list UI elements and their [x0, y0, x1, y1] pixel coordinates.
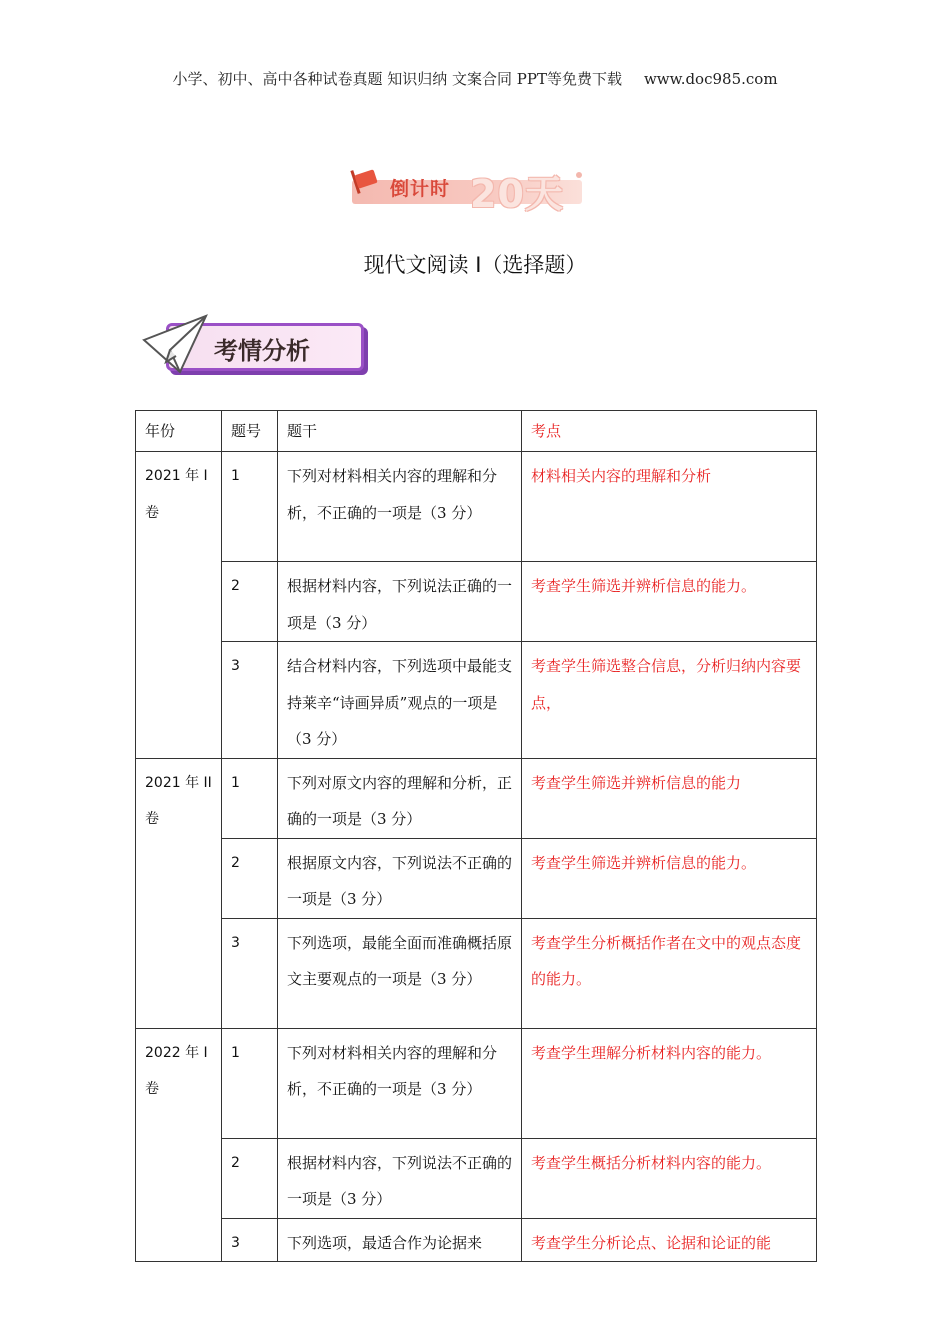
point-cell: 考查学生筛选并辨析信息的能力。 [522, 562, 817, 642]
num-cell: 1 [222, 1028, 278, 1138]
stem-cell: 下列对原文内容的理解和分析，正确的一项是（3 分） [278, 758, 522, 838]
num-cell: 2 [222, 838, 278, 918]
header-text: 小学、初中、高中各种试卷真题 知识归纳 文案合同 PPT等免费下载 [172, 70, 622, 88]
countdown-days: 20天 [470, 172, 564, 216]
exam-analysis-table [135, 410, 817, 1262]
num-cell: 1 [222, 758, 278, 838]
num-cell: 2 [222, 562, 278, 642]
table-row [136, 642, 817, 759]
table-row [136, 452, 817, 562]
stem-cell: 下列选项，最能全面而准确概括原文主要观点的一项是（3 分） [278, 918, 522, 1028]
section-tag-label: 考情分析 [214, 337, 310, 365]
stem-cell: 根据材料内容，下列说法不正确的一项是（3 分） [278, 1138, 522, 1218]
table-row [136, 562, 817, 642]
year-cell: 2021 年 I 卷 [136, 452, 222, 759]
num-cell: 3 [222, 1218, 278, 1262]
point-cell: 考查学生筛选并辨析信息的能力。 [522, 838, 817, 918]
table-row [136, 1218, 817, 1262]
year-cell: 2022 年 I 卷 [136, 1028, 222, 1262]
paper-plane-icon [140, 314, 220, 380]
countdown-label: 倒计时 [390, 178, 451, 200]
point-cell: 材料相关内容的理解和分析 [522, 452, 817, 562]
header-url[interactable]: www.doc985.com [643, 70, 778, 88]
sparkle-icon [576, 172, 582, 178]
table-row [136, 1138, 817, 1218]
point-cell: 考查学生筛选并辨析信息的能力 [522, 758, 817, 838]
countdown-banner [352, 160, 584, 216]
num-cell: 1 [222, 452, 278, 562]
year-cell: 2021 年 II 卷 [136, 758, 222, 1028]
stem-cell: 根据材料内容，下列说法正确的一项是（3 分） [278, 562, 522, 642]
table-header-row [136, 411, 817, 452]
point-cell: 考查学生筛选整合信息，分析归纳内容要点， [522, 642, 817, 759]
header-stem: 题干 [278, 411, 522, 452]
page-title: 现代文阅读 I（选择题） [363, 253, 587, 277]
num-cell: 3 [222, 918, 278, 1028]
table-row [136, 758, 817, 838]
point-cell: 考查学生概括分析材料内容的能力。 [522, 1138, 817, 1218]
point-cell: 考查学生理解分析材料内容的能力。 [522, 1028, 817, 1138]
stem-cell: 根据原文内容，下列说法不正确的一项是（3 分） [278, 838, 522, 918]
header-point: 考点 [522, 411, 817, 452]
point-cell: 考查学生分析论点、论据和论证的能 [522, 1218, 817, 1262]
table-row [136, 918, 817, 1028]
num-cell: 2 [222, 1138, 278, 1218]
stem-cell: 结合材料内容，下列选项中最能支持莱辛“诗画异质”观点的一项是（3 分） [278, 642, 522, 759]
table-row [136, 1028, 817, 1138]
num-cell: 3 [222, 642, 278, 759]
stem-cell: 下列对材料相关内容的理解和分析，不正确的一项是（3 分） [278, 452, 522, 562]
stem-cell: 下列选项，最适合作为论据来 [278, 1218, 522, 1262]
section-tag [140, 314, 372, 380]
point-cell: 考查学生分析概括作者在文中的观点态度的能力。 [522, 918, 817, 1028]
table-row [136, 838, 817, 918]
header-num: 题号 [222, 411, 278, 452]
stem-cell: 下列对材料相关内容的理解和分析，不正确的一项是（3 分） [278, 1028, 522, 1138]
header-year: 年份 [136, 411, 222, 452]
page-header [0, 68, 950, 89]
